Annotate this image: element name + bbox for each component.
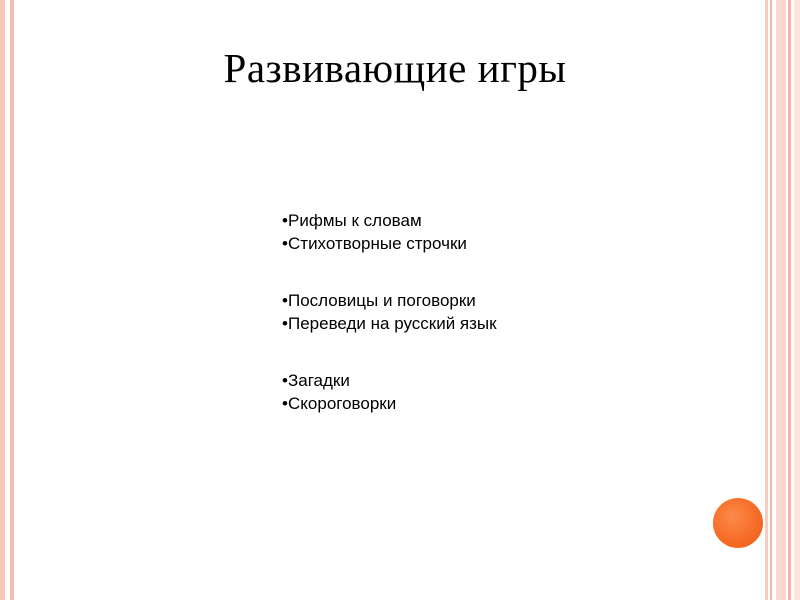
list-item-text: Загадки: [288, 371, 350, 390]
orange-circle-decoration: [713, 498, 763, 548]
slide-title: Развивающие игры: [223, 45, 567, 91]
right-stripe-decoration: [794, 0, 800, 600]
bullet-list: [282, 209, 497, 449]
bullet-group: [282, 289, 497, 335]
bullet-icon: •: [282, 394, 288, 413]
bullet-icon: •: [282, 234, 288, 253]
list-item: [282, 232, 497, 255]
bullet-icon: •: [282, 211, 288, 230]
bullet-group: [282, 209, 497, 255]
bullet-icon: •: [282, 291, 288, 310]
list-item: [282, 289, 497, 312]
list-item: [282, 369, 497, 392]
list-item-text: Рифмы к словам: [288, 211, 422, 230]
list-item: [282, 392, 497, 415]
bullet-icon: •: [282, 371, 288, 390]
list-item-text: Пословицы и поговорки: [288, 291, 476, 310]
bullet-group: [282, 369, 497, 415]
bullet-icon: •: [282, 314, 288, 333]
list-item-text: Стихотворные строчки: [288, 234, 467, 253]
list-item-text: Скороговорки: [288, 394, 397, 413]
list-item-text: Переведи на русский язык: [288, 314, 497, 333]
list-item: [282, 312, 497, 335]
list-item: [282, 209, 497, 232]
